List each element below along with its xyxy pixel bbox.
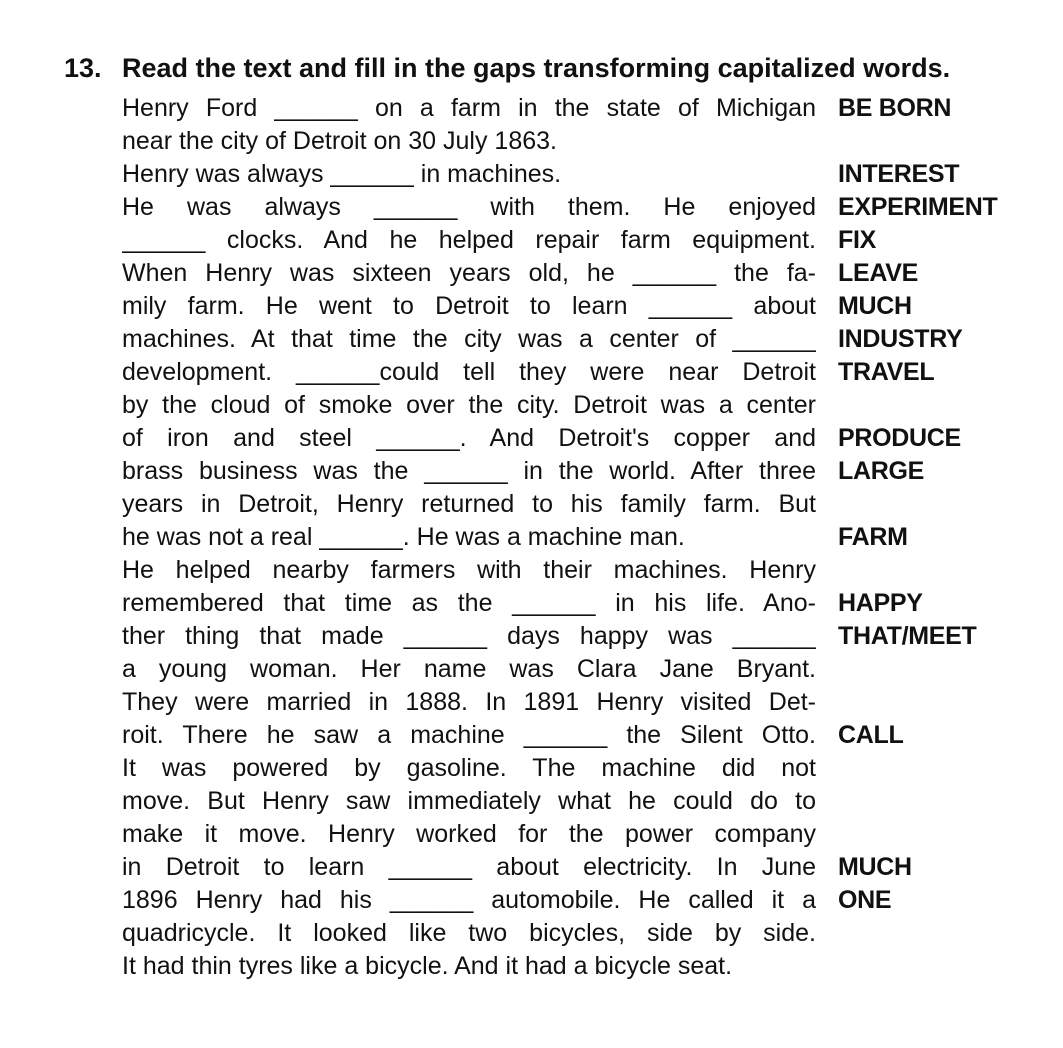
- keyword: CALL: [838, 721, 904, 749]
- passage-line: move. But Henry saw immediately what he could do to: [122, 787, 816, 815]
- passage-line: It had thin tyres like a bicycle. And it had a bicycle seat.: [122, 952, 733, 980]
- passage-line: They were married in 1888. In 1891 Henry visited Det-: [122, 688, 816, 716]
- keyword: [838, 686, 1048, 719]
- passage-line: Henry Ford ______ on a farm in the state of Michigan: [122, 94, 816, 122]
- keyword: INTEREST: [838, 160, 960, 188]
- keyword: EXPERIMENT: [838, 193, 998, 221]
- keyword: [838, 917, 1048, 950]
- passage-line: of iron and steel ______. And Detroit's copper and: [122, 424, 816, 452]
- passage-line: a young woman. Her name was Clara Jane Bryant.: [122, 655, 816, 683]
- passage-line: ther thing that made ______ days happy was ______: [122, 622, 816, 650]
- keyword: FARM: [838, 523, 908, 551]
- exercise-number: 13.: [64, 53, 102, 83]
- exercise-instruction: Read the text and fill in the gaps transforming capitalized words.: [122, 53, 951, 83]
- passage-line: roit. There he saw a machine ______ the Silent Otto.: [122, 721, 816, 749]
- passage-line: ______ clocks. And he helped repair farm equipment.: [122, 226, 816, 254]
- keyword: BE BORN: [838, 94, 952, 122]
- keyword: INDUSTRY: [838, 325, 963, 353]
- keyword: [838, 554, 1048, 587]
- keyword: ONE: [838, 886, 892, 914]
- keyword: [838, 389, 1048, 422]
- keyword: [838, 653, 1048, 686]
- keyword: MUCH: [838, 853, 912, 881]
- passage-line: When Henry was sixteen years old, he ______ the fa-: [122, 259, 816, 287]
- passage-line: development. ______could tell they were near Detroit: [122, 358, 816, 386]
- passage-line: he was not a real ______. He was a machine man.: [122, 523, 685, 551]
- passage-line: He was always ______ with them. He enjoyed: [122, 193, 816, 221]
- passage-line: in Detroit to learn ______ about electricity. In June: [122, 853, 816, 881]
- passage-line: by the cloud of smoke over the city. Detroit was a center: [122, 391, 816, 419]
- keyword: LEAVE: [838, 259, 918, 287]
- keyword: [838, 818, 1048, 851]
- passage-line: remembered that time as the ______ in his life. Ano-: [122, 589, 816, 617]
- keyword: TRAVEL: [838, 358, 935, 386]
- keyword-column: [838, 92, 1048, 983]
- keyword: THAT/MEET: [838, 622, 977, 650]
- keyword: LARGE: [838, 457, 925, 485]
- keyword: [838, 752, 1048, 785]
- passage-line: Henry was always ______ in machines.: [122, 160, 562, 188]
- keyword: [838, 488, 1048, 521]
- passage-text: [122, 92, 816, 983]
- keyword: [838, 785, 1048, 818]
- keyword: PRODUCE: [838, 424, 961, 452]
- passage-line: quadricycle. It looked like two bicycles, side by side.: [122, 919, 816, 947]
- keyword: FIX: [838, 226, 876, 254]
- keyword: MUCH: [838, 292, 912, 320]
- keyword: [838, 125, 1048, 158]
- passage-line: brass business was the ______ in the world. After three: [122, 457, 816, 485]
- passage-line: near the city of Detroit on 30 July 1863.: [122, 127, 557, 155]
- keyword: [838, 950, 1048, 983]
- passage-line: He helped nearby farmers with their machines. Henry: [122, 556, 816, 584]
- keyword: HAPPY: [838, 589, 923, 617]
- passage-line: years in Detroit, Henry returned to his family farm. But: [122, 490, 816, 518]
- passage-line: 1896 Henry had his ______ automobile. He called it a: [122, 886, 816, 914]
- passage-line: mily farm. He went to Detroit to learn ______ about: [122, 292, 816, 320]
- passage-line: machines. At that time the city was a center of ______: [122, 325, 816, 353]
- passage-line: It was powered by gasoline. The machine did not: [122, 754, 816, 782]
- passage-line: make it move. Henry worked for the power company: [122, 820, 816, 848]
